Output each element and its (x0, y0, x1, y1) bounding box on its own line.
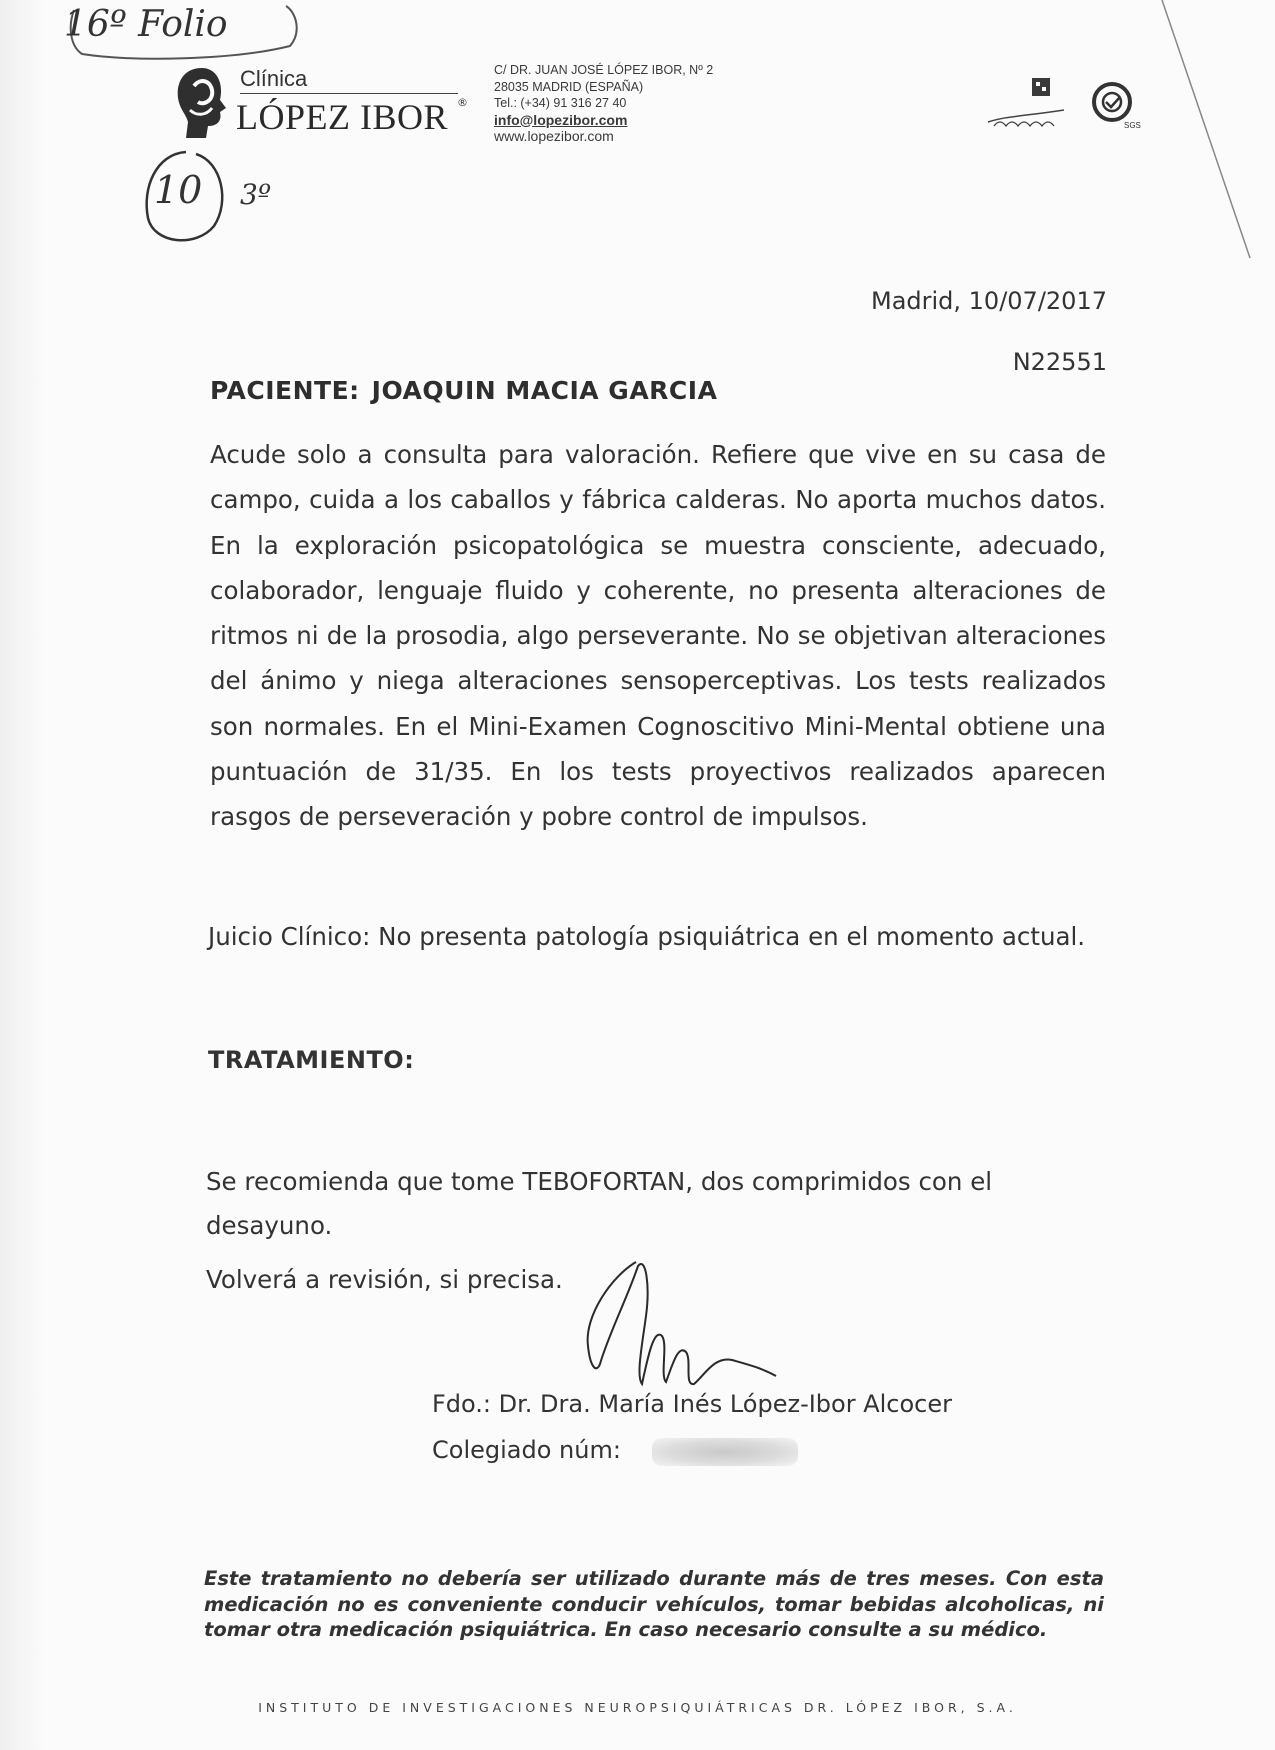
treatment-heading: TRATAMIENTO: (208, 1046, 415, 1074)
signed-by-line: Fdo.: Dr. Dra. María Inés López-Ibor Alcocer (432, 1390, 953, 1418)
assessment-paragraph: Acude solo a consulta para valoración. Refiere que vive en su casa de campo, cuida a los caballos y fábrica calderas. No aporta muchos datos. En la exploración psicopatológica se muestra consciente, adecuado, colaborador, lenguaje fluido y coherente, no presenta alteraciones de ritmos ni de la prosodia, algo perseverante. No se objetivan alteraciones del ánimo y niega alteraciones sensoperceptivas. Los tests realizados son normales. En el Mini-Examen Cognoscitivo Mini-Mental obtiene una puntuación de 31/35. En los tests proyectivos realizados aparecen rasgos de perseveración y pobre control de impulsos. (210, 440, 1106, 832)
phone-number: Tel.: (+34) 91 316 27 40 (494, 96, 627, 110)
address-line-2: 28035 MADRID (ESPAÑA) (494, 79, 644, 94)
sgs-certification-seal (1088, 80, 1144, 130)
document-date: Madrid, 10/07/2017 (870, 287, 1107, 315)
handwritten-number: 3º (240, 178, 271, 211)
registered-mark: ® (457, 96, 468, 109)
followup-note: Volverá a revisión, si precisa. (206, 1265, 563, 1294)
website-link: www.lopezibor.com (494, 128, 614, 144)
redacted-collegiate-number (652, 1438, 798, 1466)
sgs-label: SGS (1124, 121, 1141, 130)
scan-shadow (0, 0, 46, 1750)
clinic-address-block (494, 62, 713, 145)
patient-label: PACIENTE: (210, 376, 360, 405)
email-link: info@lopezibor.com (494, 111, 628, 128)
madrid-excelente-seal (986, 76, 1072, 132)
handwritten-signature (576, 1256, 796, 1404)
patient-heading (210, 376, 717, 405)
page-corner-fold-line (1156, 0, 1256, 260)
collegiate-label: Colegiado núm: (432, 1436, 621, 1464)
clinic-label: Clínica (240, 66, 308, 91)
clinical-judgement: Juicio Clínico: No presenta patología psiquiátrica en el momento actual. (208, 922, 1086, 951)
folio-handwritten-note: 16º Folio (64, 4, 228, 45)
address-line-1: C/ DR. JUAN JOSÉ LÓPEZ IBOR, Nº 2 (494, 63, 714, 77)
treatment-recommendation: Se recomienda que tome TEBOFORTAN, dos comprimidos con el desayuno. (206, 1167, 993, 1240)
circled-number: 10 (154, 168, 203, 212)
logo-divider (240, 93, 458, 94)
institute-footer: INSTITUTO DE INVESTIGACIONES NEUROPSIQUIÁTRICAS DR. LÓPEZ IBOR, S.A. (258, 1700, 1017, 1715)
treatment-warning: Este tratamiento no debería ser utilizado durante más de tres meses. Con esta medicación no es conveniente conducir vehículos, tomar bebidas alcoholicas, ni tomar otra medicación psiquiátrica. En caso necesario consulte a su médico. (204, 1567, 1104, 1641)
document-reference: N22551 (1012, 348, 1107, 376)
patient-name: JOAQUIN MACIA GARCIA (371, 376, 718, 405)
clinic-name: LÓPEZ IBOR (236, 97, 448, 137)
clinic-logo-icon (172, 64, 232, 142)
